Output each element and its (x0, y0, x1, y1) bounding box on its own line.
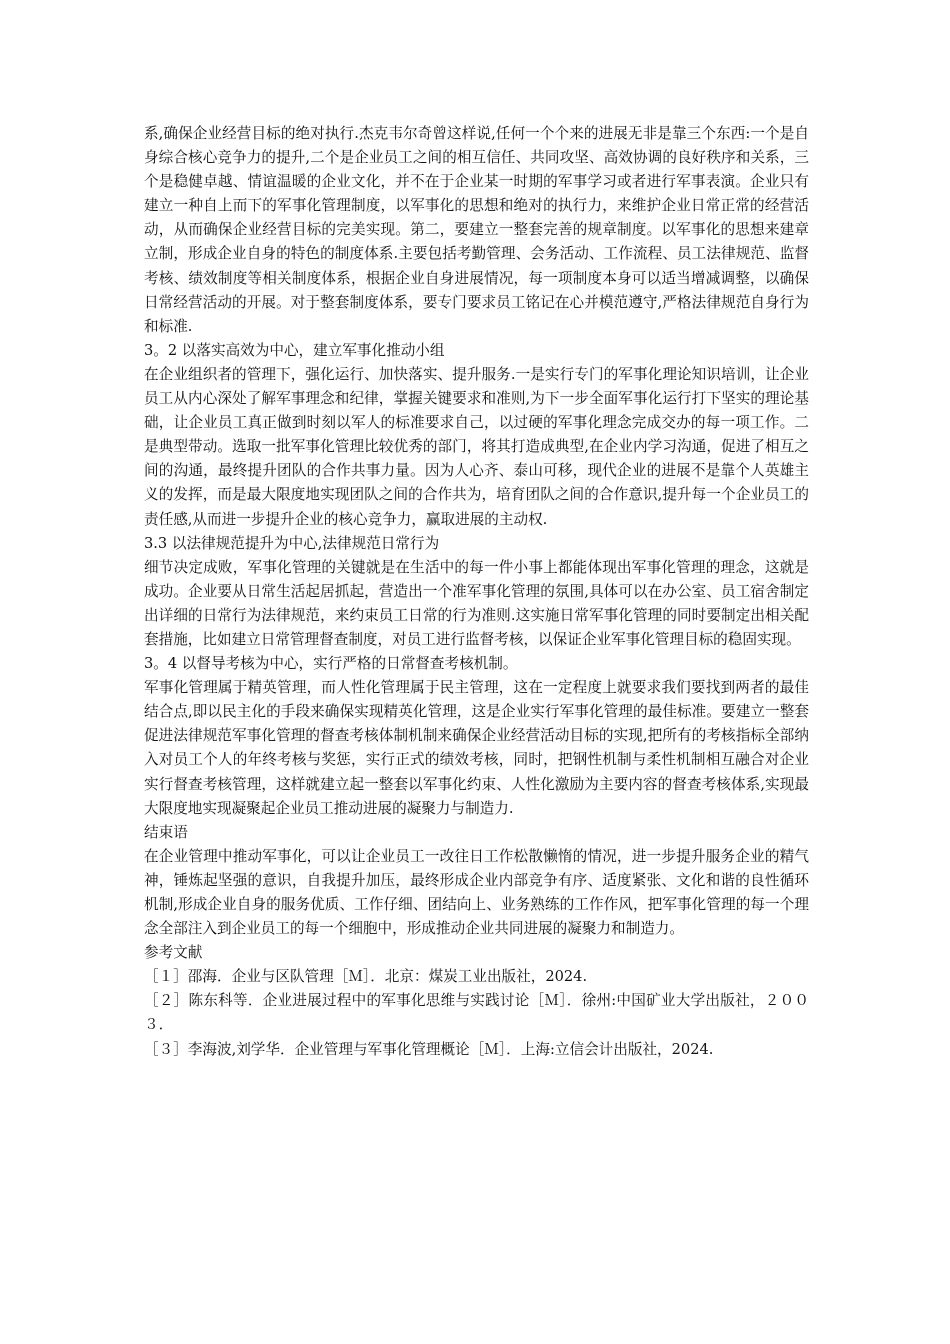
reference-item-2: ［２］陈东科等．企业进展过程中的军事化思维与实践讨论［Ｍ］．徐州:中国矿业大学出版社，２００３． (144, 992, 809, 1034)
section-heading-3-2: 3。2 以落实高效为中心，建立军事化推动小组 (144, 341, 445, 359)
paragraph-supervision-assessment: 军事化管理属于精英管理，而人性化管理属于民主管理，这在一定程度上就要求我们要找到两者的最佳结合点,即以民主化的手段来确保实现精英化管理，这是企业实行军事化管理的最佳标准。要建立一整套促进法律规范军事化管理的督查考核体制机制来确保企业经营活动目标的实现,把所有的考核指标全部纳入对员工个人的年终考核与奖惩，实行正式的绩效考核，同时，把钢性机制与柔性机制相互融合对企业实行督查考核管理，这样就建立起一整套以军事化约束、人性化激励为主要内容的督查考核体系,实现最大限度地实现凝聚起企业员工推动进展的凝聚力与制造力. (144, 679, 809, 817)
section-heading-3-4: 3。4 以督导考核为中心，实行严格的日常督查考核机制。 (144, 655, 518, 673)
paragraph-conclusion: 在企业管理中推动军事化，可以让企业员工一改往日工作松散懒惰的情况，进一步提升服务企业的精气神，锤炼起坚强的意识，自我提升加压，最终形成企业内部竞争有序、适度紧张、文化和谐的良性循环机制,形成企业自身的服务优质、工作仔细、团结向上、业务熟练的工作作风，把军事化管理的每一个理念全部注入到企业员工的每一个细胞中，形成推动企业共同进展的凝聚力和制造力。 (144, 847, 809, 938)
references-heading: 参考文献 (144, 944, 203, 962)
paragraph-daily-conduct: 细节决定成败，军事化管理的关键就是在生活中的每一件小事上都能体现出军事化管理的理念，这就是成功。企业要从日常生活起居抓起，营造出一个准军事化管理的氛围,具体可以在办公室、员工宿舍制定出详细的日常行为法律规范，来约束员工日常的行为准则.这实施日常军事化管理的同时要制定出相关配套措施，比如建立日常管理督查制度，对员工进行监督考核，以保证企业军事化管理目标的稳固实现。 (144, 558, 809, 648)
paragraph-promotion-team: 在企业组织者的管理下，强化运行、加快落实、提升服务.一是实行专门的军事化理论知识培训，让企业员工从内心深处了解军事理念和纪律，掌握关键要求和准则,为下一步全面军事化运行打下坚实的理论基础，让企业员工真正做到时刻以军人的标准要求自己，以过硬的军事化理念完成交办的每一项工作。二是典型带动。选取一批军事化管理比较优秀的部门，将其打造成典型,在企业内学习沟通，促进了相互之间的沟通，最终提升团队的合作共事力量。因为人心齐、泰山可移，现代企业的进展不是靠个人英雄主义的发挥，而是最大限度地实现团队之间的合作共为，培育团队之间的合作意识,提升每一个企业员工的责任感,从而进一步提升企业的核心竞争力，赢取进展的主动权. (144, 365, 809, 528)
conclusion-heading: 结束语 (144, 823, 188, 841)
section-heading-3-3: 3.3 以法律规范提升为中心,法律规范日常行为 (144, 534, 440, 552)
document-body (144, 122, 809, 1062)
paragraph-institutional-system: 系,确保企业经营目标的绝对执行.杰克韦尔奇曾这样说,任何一个个来的进展无非是靠三个东西:一个是自身综合核心竞争力的提升,二个是企业员工之间的相互信任、共同攻坚、高效协调的良好秩序和关系，三个是稳健卓越、情谊温暖的企业文化，并不在于企业某一时期的军事学习或者进行军事表演。企业只有建立一种自上而下的军事化管理制度，以军事化的思想和绝对的执行力，来维护企业日常正常的经营活动，从而确保企业经营目标的完美实现。第二，要建立一整套完善的规章制度。以军事化的思想来建章立制，形成企业自身的特色的制度体系.主要包括考勤管理、会务活动、工作流程、员工法律规范、监督考核、绩效制度等相关制度体系，根据企业自身进展情况，每一项制度本身可以适当增减调整，以确保日常经营活动的开展。对于整套制度体系，要专门要求员工铭记在心并模范遵守,严格法律规范自身行为和标准. (144, 125, 809, 335)
reference-item-1: ［１］邵海．企业与区队管理［Ｍ］．北京：煤炭工业出版社，2024. (144, 968, 588, 986)
reference-item-3: ［３］李海波,刘学华．企业管理与军事化管理概论［Ｍ］．上海:立信会计出版社，2024. (144, 1040, 714, 1058)
